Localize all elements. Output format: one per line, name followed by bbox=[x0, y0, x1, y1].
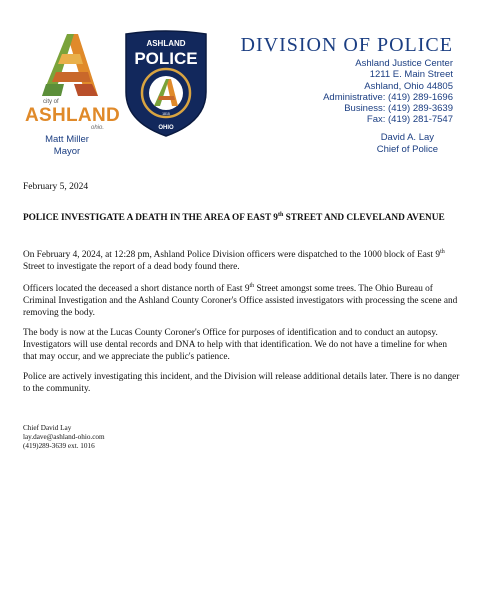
signature-block bbox=[23, 424, 105, 450]
ohio-text: ohio. bbox=[91, 125, 105, 131]
paragraph-3: The body is now at the Lucas County Coroner's Office for purposes of identification and to conduct an autopsy. Investigators will use dental records and DNA to help with that identification. We do not have a timeline for when that may occur, and we appreciate the public's patience. bbox=[23, 328, 448, 362]
city-of-ashland-logo bbox=[16, 32, 120, 132]
paragraph-4: Police are actively investigating this incident, and the Division will release additional details later. There is no danger to the community. bbox=[23, 372, 460, 394]
address-city: Ashland, Ohio 44805 bbox=[364, 80, 453, 92]
city-of-text: city of bbox=[43, 99, 59, 105]
department-address-block bbox=[323, 58, 453, 126]
phone-administrative: Administrative: (419) 289-1696 bbox=[323, 91, 453, 103]
mayor-name: Matt Miller bbox=[45, 134, 89, 145]
badge-top-text: ASHLAND bbox=[146, 39, 186, 48]
paragraph-2-part-1: Officers located the deceased a short distance north of East 9 bbox=[23, 284, 250, 294]
paragraph-1-superscript: th bbox=[440, 248, 445, 255]
release-date: February 5, 2024 bbox=[23, 182, 89, 192]
paragraph-1-part-1: On February 4, 2024, at 12:28 pm, Ashland Police Division officers were dispatched to the 1000 block of East 9 bbox=[23, 250, 441, 260]
signature-email[interactable]: lay.dave@ashland-ohio.com bbox=[23, 432, 105, 441]
badge-bottom-text: OHIO bbox=[158, 125, 174, 131]
mayor-title: Mayor bbox=[53, 146, 81, 157]
paragraph-1-part-2: Street to investigate the report of a dead body found there. bbox=[23, 262, 240, 272]
paragraph-1 bbox=[23, 249, 461, 273]
chief-title: Chief of Police bbox=[376, 144, 438, 155]
department-title: DIVISION OF POLICE bbox=[240, 34, 453, 56]
chief-name: David A. Lay bbox=[380, 132, 435, 143]
headline-part-2: STREET AND CLEVELAND AVENUE bbox=[283, 213, 445, 223]
address-street: 1211 E. Main Street bbox=[369, 69, 453, 81]
signature-phone: (419)289-3639 ext. 1016 bbox=[23, 441, 95, 450]
badge-main-text: POLICE bbox=[134, 49, 198, 68]
badge-year: 1815 bbox=[162, 112, 170, 116]
phone-business: Business: (419) 289-3639 bbox=[344, 103, 453, 115]
police-badge-icon bbox=[120, 30, 212, 138]
phone-fax: Fax: (419) 281-7547 bbox=[366, 114, 453, 126]
headline-part-1: POLICE INVESTIGATE A DEATH IN THE AREA OF EAST 9 bbox=[23, 213, 278, 223]
ashland-wordmark: ASHLAND bbox=[25, 105, 120, 126]
release-headline bbox=[23, 212, 461, 224]
paragraph-2 bbox=[23, 283, 461, 319]
paragraph-2-superscript: th bbox=[249, 282, 255, 289]
signature-name: Chief David Lay bbox=[23, 424, 72, 432]
ashland-a-logo-icon bbox=[34, 32, 100, 98]
paragraph-2-part-2: Street amongst some trees. The Ohio Bureau of Criminal Investigation and the Ashland County Coroner's Office assisted investigators with processing the scene and removing the body. bbox=[23, 284, 458, 318]
chief-block bbox=[377, 132, 438, 156]
headline-superscript: th bbox=[277, 211, 284, 218]
address-building: Ashland Justice Center bbox=[355, 58, 453, 69]
mayor-block bbox=[30, 134, 104, 158]
